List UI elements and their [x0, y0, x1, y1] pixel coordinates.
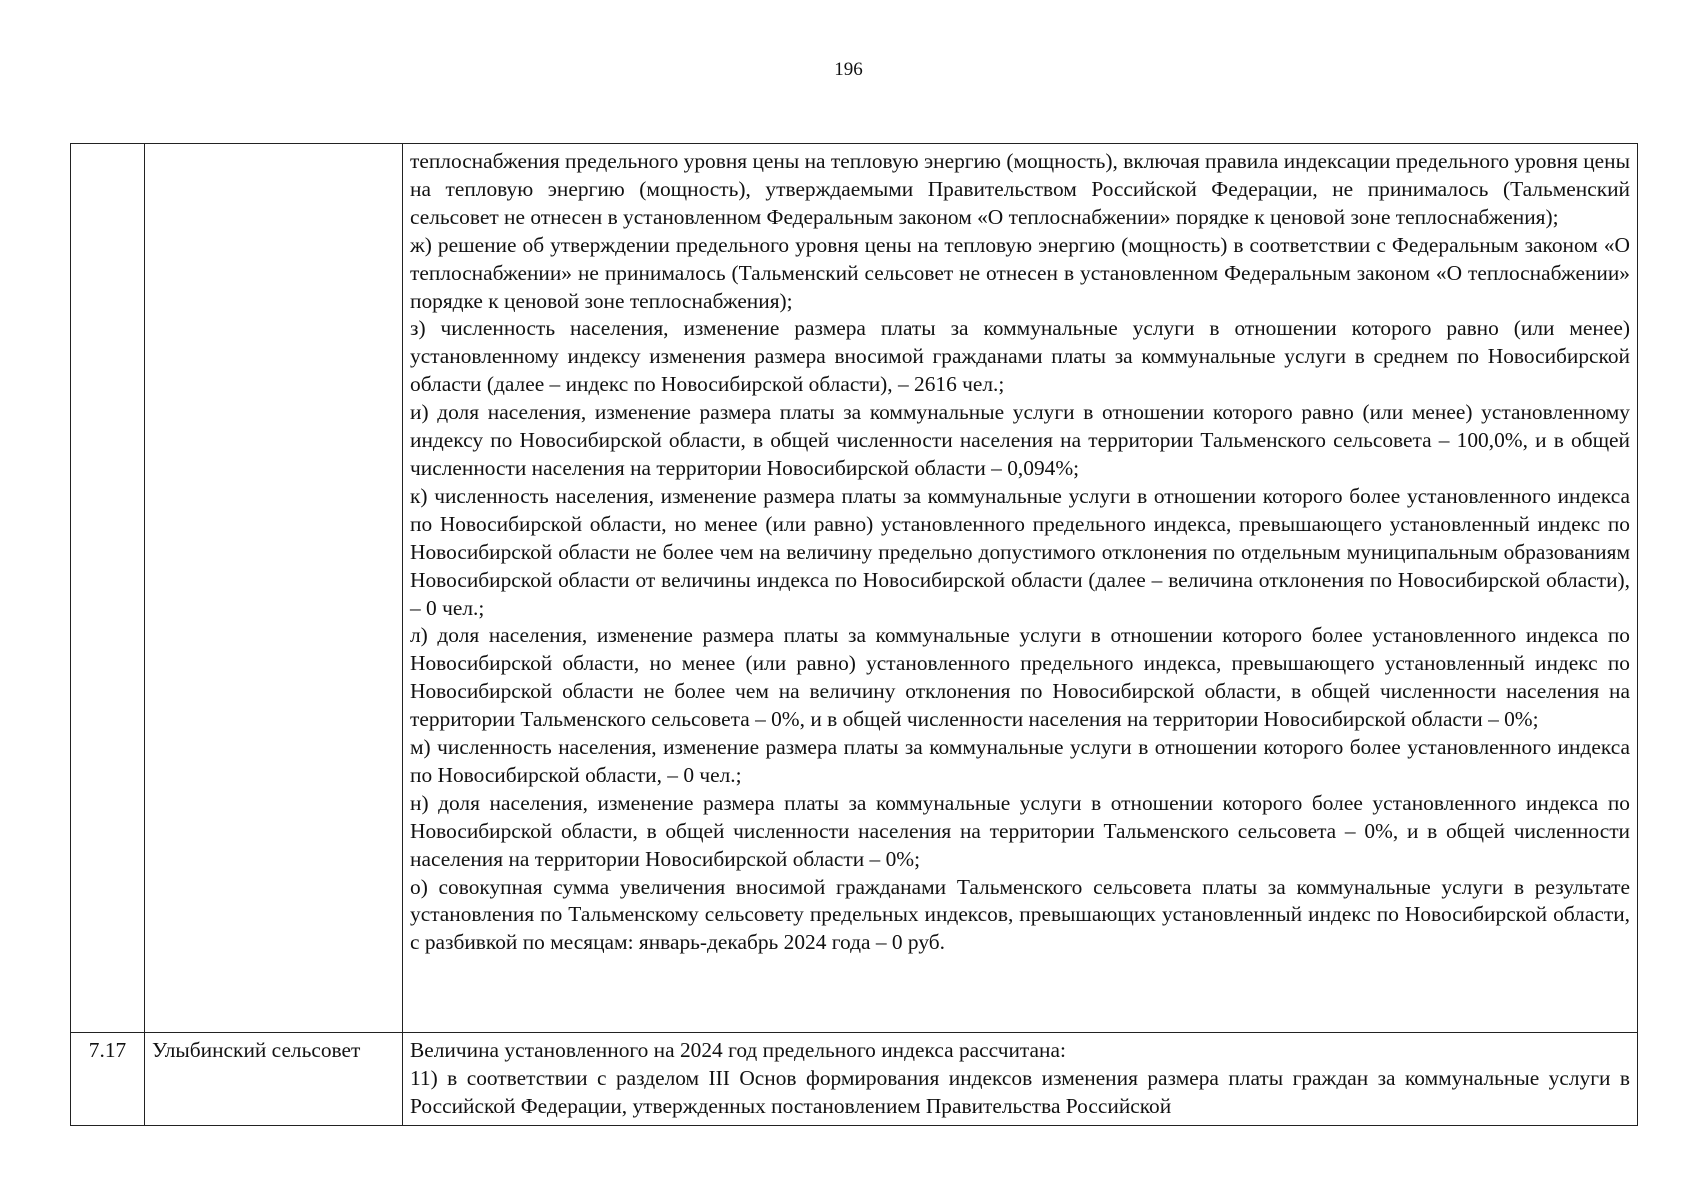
row-number-cell	[71, 144, 145, 1033]
paragraph: н) доля населения, изменение размера платы за коммунальные услуги в отношении которого более установленного индекса по Новосибирской области, в общей численности населения на территории Тальменского сельсовета – 0%, и в общей численности населения на территории Новосибирской области – 0%;	[410, 790, 1630, 871]
paragraph: ж) решение об утверждении предельного уровня цены на тепловую энергию (мощность) в соответствии с Федеральным законом «О теплоснабжении» не принималось (Тальменский сельсовет не отнесен в установленном Федеральным законом «О теплоснабжении» порядке к ценовой зоне теплоснабжения);	[410, 232, 1630, 313]
description-cell	[403, 144, 1638, 1033]
paragraph: о) совокупная сумма увеличения вносимой гражданами Тальменского сельсовета платы за коммунальные услуги в результате установления по Тальменскому сельсовету предельных индексов, превышающих установленный индекс по Новосибирской области, с разбивкой по месяцам: январь-декабрь 2024 года – 0 руб.	[410, 874, 1630, 955]
table-row	[71, 1033, 1638, 1126]
paragraph: Величина установленного на 2024 год предельного индекса рассчитана:	[410, 1038, 1066, 1062]
page-number: 196	[834, 59, 863, 80]
municipality-name-cell: Улыбинский сельсовет	[145, 1033, 403, 1126]
document-table	[70, 143, 1638, 1126]
paragraph: 11) в соответствии с разделом III Основ формирования индексов изменения размера платы граждан за коммунальные услуги в Российской Федерации, утвержденных постановлением Правительства Российской	[410, 1065, 1630, 1118]
paragraph: и) доля населения, изменение размера платы за коммунальные услуги в отношении которого равно (или менее) установленному индексу по Новосибирской области, в общей численности населения на территории Тальменского сельсовета – 100,0%, и в общей численности населения на территории Новосибирской области – 0,094%;	[410, 400, 1630, 480]
paragraph: м) численность населения, изменение размера платы за коммунальные услуги в отношении которого более установленного индекса по Новосибирской области, – 0 чел.;	[410, 735, 1630, 787]
paragraph: теплоснабжения предельного уровня цены на тепловую энергию (мощность), включая правила индексации предельного уровня цены на тепловую энергию (мощность), утверждаемыми Правительством Российской Федерации, не принималось (Тальменский сельсовет не отнесен в установленном Федеральным законом «О теплоснабжении» порядке к ценовой зоне теплоснабжения);	[410, 149, 1630, 229]
paragraph: к) численность населения, изменение размера платы за коммунальные услуги в отношении которого более установленного индекса по Новосибирской области, но менее (или равно) установленного предельного индекса, превышающего установленный индекс по Новосибирской области не более чем на величину предельно допустимого отклонения по отдельным муниципальным образованиям Новосибирской области от величины индекса по Новосибирской области (далее – величина отклонения по Новосибирской области), – 0 чел.;	[410, 483, 1630, 620]
description-cell	[403, 1033, 1638, 1126]
paragraph: з) численность населения, изменение размера платы за коммунальные услуги в отношении которого равно (или менее) установленному индексу изменения размера вносимой гражданами платы за коммунальные услуги в среднем по Новосибирской области (далее – индекс по Новосибирской области), – 2616 чел.;	[410, 316, 1630, 397]
paragraph: л) доля населения, изменение размера платы за коммунальные услуги в отношении которого более установленного индекса по Новосибирской области, но менее (или равно) установленного предельного индекса, превышающего установленный индекс по Новосибирской области не более чем на величину отклонения по Новосибирской области, в общей численности населения на территории Тальменского сельсовета – 0%, и в общей численности населения на территории Новосибирской области – 0%;	[410, 623, 1630, 732]
table-row	[71, 144, 1638, 1033]
row-number-cell: 7.17	[71, 1033, 145, 1126]
municipality-name-cell	[145, 144, 403, 1033]
